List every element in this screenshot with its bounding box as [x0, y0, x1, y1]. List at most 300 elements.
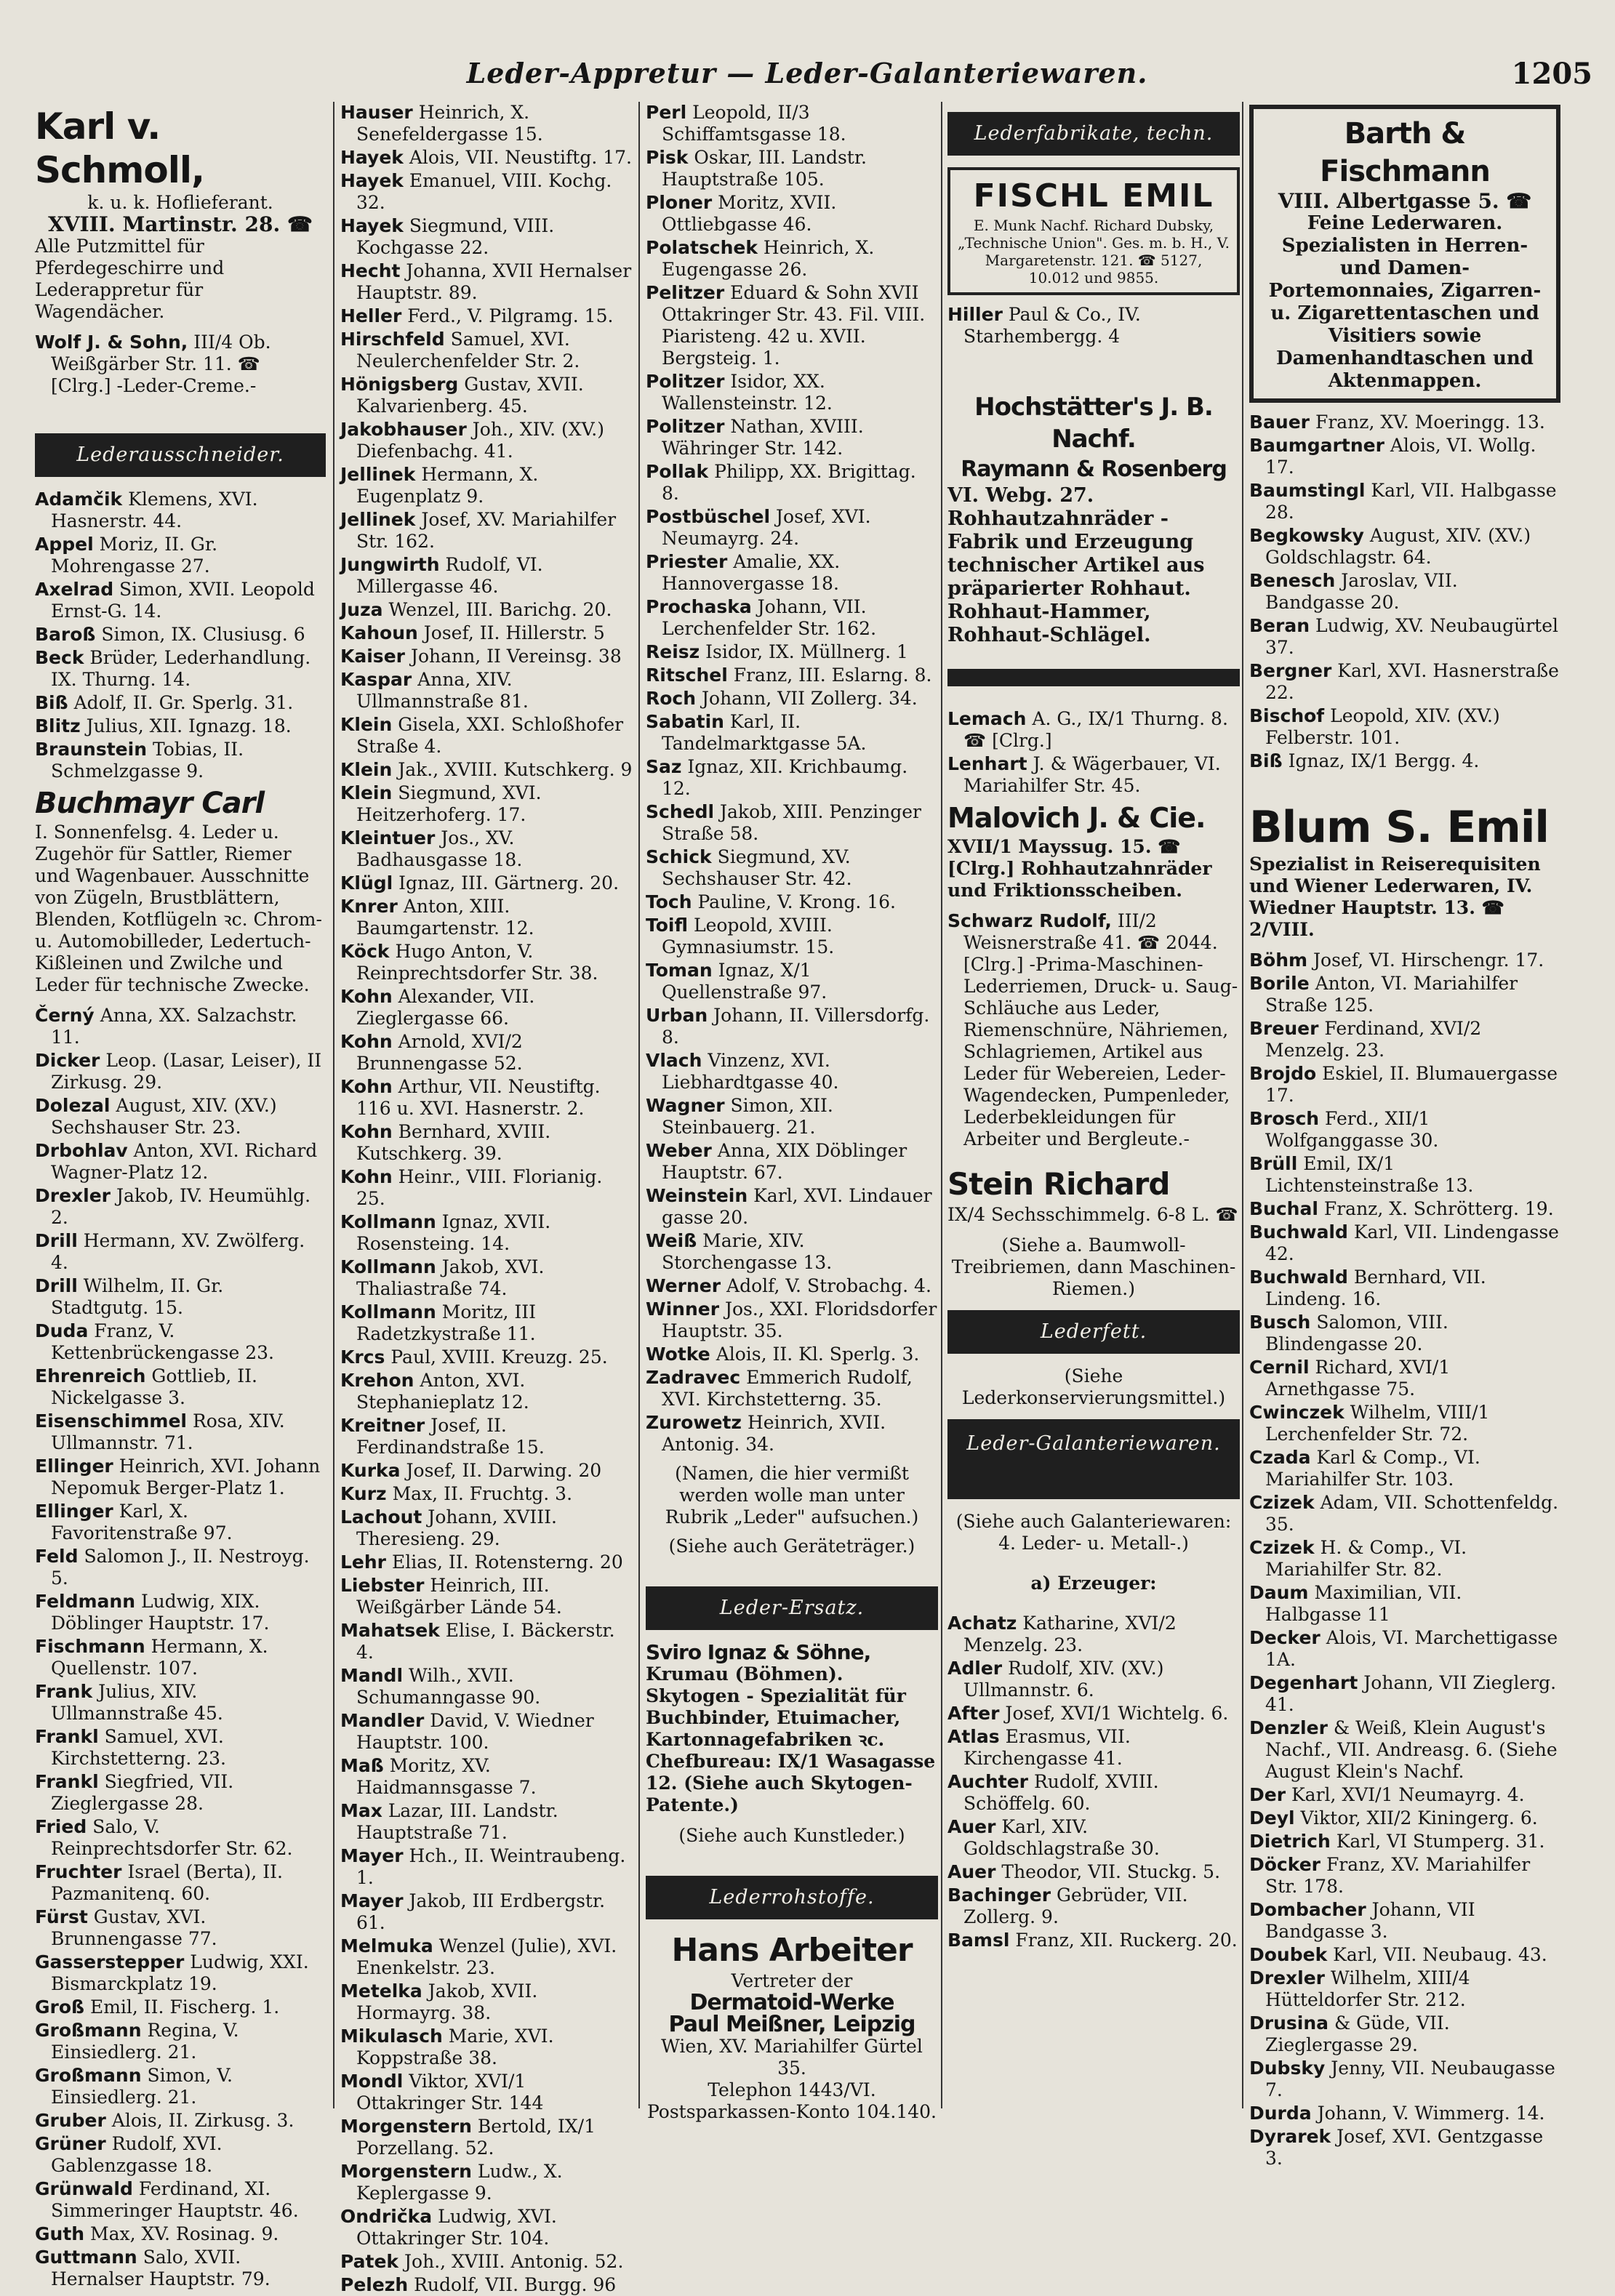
entry-name: Polatschek [646, 237, 758, 258]
entry-text: Paul & Co., IV. Starhembergg. 4 [963, 304, 1141, 347]
entry-name: Grünwald [35, 2178, 133, 2199]
list-item [1249, 1717, 1560, 1783]
entry-name: Auer [947, 1816, 996, 1837]
list-item [340, 305, 633, 327]
entry-text: A. G., IX/1 Thurng. 8. ☎ [Clrg.] [963, 708, 1228, 751]
list-item [1249, 1831, 1560, 1853]
list-item [1249, 1063, 1560, 1107]
entry-text: Karl, X. Favoritenstraße 97. [51, 1501, 233, 1544]
list-item [35, 2065, 326, 2108]
entry-name: Vlach [646, 1050, 702, 1071]
entry-name: Baumstingl [1249, 480, 1366, 501]
ad-line: k. u. k. Hoflieferant. [87, 192, 273, 213]
entry-text: Ferdinand, XVI/2 Menzelg. 23. [1265, 1018, 1482, 1061]
entry-text: Jaroslav, VII. Bandgasse 20. [1265, 570, 1458, 613]
list-item [340, 2026, 633, 2069]
entry-name: Maß [340, 1755, 384, 1776]
entry-name: Ellinger [35, 1501, 113, 1522]
list-item [35, 1230, 326, 1274]
list-item [646, 1095, 938, 1139]
ad-barth [1249, 105, 1560, 403]
list-item [1249, 1447, 1560, 1490]
list-item [35, 1050, 326, 1093]
entry-text: Johann, XVIII. Theresieng. 29. [356, 1506, 557, 1549]
entry-name: Pollak [646, 461, 709, 482]
list-item [35, 692, 326, 714]
section-banner: Lederausschneider. [35, 433, 326, 477]
entry-text: Karl, VI Stumperg. 31. [1336, 1831, 1545, 1852]
entry-name: Winner [646, 1298, 720, 1320]
entry-text: Klemens, XVI. Hasnerstr. 44. [51, 489, 258, 531]
list-item [340, 2116, 633, 2159]
list-item [646, 237, 938, 281]
entry-name: Kollmann [340, 1211, 436, 1232]
entry-name: Blitz [35, 715, 81, 736]
ad-name: Karl v. Schmoll, [35, 105, 204, 191]
list-item [947, 1726, 1240, 1770]
list-item [340, 2251, 633, 2273]
entry-text: Gustav, XVI. Brunnengasse 77. [51, 1906, 217, 1949]
entry-text: Wenzel (Julie), XVI. Enenkelstr. 23. [356, 1935, 617, 1978]
list-item [646, 371, 938, 414]
list-item [1249, 2126, 1560, 2169]
list-item [35, 1456, 326, 1499]
ad-text: IX/4 Sechsschimmelg. 6-8 L. ☎ [947, 1204, 1238, 1225]
list-item [340, 329, 633, 372]
list-item [1249, 412, 1560, 433]
entry-text: Karl, XVI. Lindauer gasse 20. [662, 1185, 932, 1228]
entry-name: Bamsl [947, 1930, 1010, 1951]
entry-text: Max, II. Fruchtg. 3. [392, 1483, 573, 1504]
entry-text: Rudolf, VI. Millergasse 46. [356, 554, 543, 597]
entry-text: Josef, VI. Hirschengr. 17. [1313, 950, 1544, 971]
list-item [340, 1980, 633, 2024]
list-item [340, 622, 633, 644]
list-item [35, 1906, 326, 1950]
list-item [646, 551, 938, 595]
entry-text: Theodor, VII. Stuckg. 5. [1001, 1861, 1221, 1882]
entry-name: Patek [340, 2251, 399, 2272]
list-item [340, 1415, 633, 1458]
entry-name: Kahoun [340, 622, 418, 643]
entry-text: Johann, VII Zollerg. 34. [702, 688, 918, 709]
entry-list [947, 708, 1240, 797]
entry-text: Franz, V. Kettenbrückengasse 23. [51, 1320, 274, 1363]
list-item [35, 2133, 326, 2177]
entry-text: Rudolf, XVIII. Schöffelg. 60. [963, 1771, 1159, 1814]
entry-name: Pisk [646, 147, 689, 168]
entry-name: Dubsky [1249, 2058, 1326, 2079]
entry-name: Werner [646, 1275, 721, 1296]
entry-name: Melmuka [340, 1935, 433, 1956]
entry-text: Anton, XIII. Baumgartenstr. 12. [356, 896, 534, 939]
entry-text: Hugo Anton, V. Reinprechtsdorfer Str. 38. [356, 941, 598, 984]
list-item [340, 1890, 633, 1934]
entry-name: Deyl [1249, 1807, 1295, 1829]
entry-text: Eduard & Sohn XVII Ottakringer Str. 43. Fil. VIII. Piaristeng. 42 u. XVII. Bergsteig. 1. [662, 282, 926, 369]
entry-text: Julius, XIV. Ullmannstraße 45. [51, 1681, 223, 1724]
entry-text: Emanuel, VIII. Kochg. 32. [356, 170, 612, 213]
entry-name: Pelitzer [646, 282, 725, 303]
entry-text: Leopold, II/3 Schiffamtsgasse 18. [662, 102, 846, 145]
list-item [1249, 1402, 1560, 1445]
list-item [340, 509, 633, 553]
list-item [1249, 1784, 1560, 1806]
entry-text: Alois, II. Kl. Sperlg. 3. [716, 1344, 920, 1365]
entry-text: Franz, III. Eslarng. 8. [733, 665, 932, 686]
entry-text: Siegfried, VII. Zieglergasse 28. [51, 1771, 234, 1814]
entry-name: Toifl [646, 915, 689, 936]
entry-text: Franz, XII. Ruckerg. 20. [1015, 1930, 1238, 1951]
entry-name: Dolezal [35, 1095, 111, 1116]
entry-name: Großmann [35, 2020, 142, 2041]
entry-text: Moriz, II. Gr. Mohrengasse 27. [51, 534, 218, 577]
entry-name: Duda [35, 1320, 89, 1341]
entry-name: Prochaska [646, 596, 752, 617]
section-banner: Lederfabrikate, techn. [947, 112, 1240, 156]
entry-text: Adam, VII. Schottenfeldg. 35. [1265, 1492, 1559, 1535]
list-item [340, 1552, 633, 1573]
list-item [35, 624, 326, 646]
list-item [1249, 1537, 1560, 1581]
entry-text: Elias, II. Rotensterng. 20 [391, 1552, 623, 1573]
entry-name: Krcs [340, 1346, 385, 1368]
entry-text: Wilhelm, XIII/4 Hütteldorfer Str. 212. [1265, 1967, 1470, 2010]
entry-name: Weber [646, 1140, 712, 1161]
list-item [340, 896, 633, 939]
entry-name: Braunstein [35, 739, 148, 760]
list-item [340, 1166, 633, 1210]
list-item [947, 1816, 1240, 1860]
section-banner: Leder-Ersatz. [646, 1586, 938, 1630]
entry-text: Jakob, III Erdbergstr. 61. [356, 1890, 606, 1933]
entry-text: Johann, V. Wimmerg. 14. [1317, 2103, 1545, 2124]
entry-text: Johanna, XVII Hernalser Hauptstr. 89. [356, 260, 632, 303]
entry-name: Döcker [1249, 1854, 1321, 1875]
ad-name: Malovich J. & Cie. [947, 802, 1206, 834]
list-item [340, 170, 633, 214]
entry-name: Wotke [646, 1344, 710, 1365]
entry-name: Drexler [1249, 1967, 1326, 1988]
column-1 [35, 102, 326, 2289]
entry-name: Großmann [35, 2065, 142, 2086]
entry-text: Rudolf, VII. Burgg. 96 [414, 2274, 617, 2295]
entry-name: Klein [340, 782, 393, 803]
column-5 [1249, 102, 1560, 2169]
entry-text: Ludwig, XVI. Ottakringer Str. 104. [356, 2206, 557, 2249]
entry-text: Johann, II. Villersdorfg. 8. [662, 1005, 930, 1048]
entry-text: III/4 Ob. Weißgärber Str. 11. ☎ [Clrg.] -Leder-Creme.- [51, 332, 271, 396]
entry-text: Richard, XVI/1 Arnethgasse 75. [1265, 1357, 1451, 1400]
entry-text: Isidor, IX. Müllnerg. 1 [705, 641, 908, 662]
list-item [1249, 525, 1560, 569]
list-item [947, 1658, 1240, 1701]
list-item [340, 986, 633, 1029]
entry-text: Karl, VII. Lindengasse 42. [1265, 1221, 1559, 1264]
entry-name: Feld [35, 1546, 79, 1567]
list-item [1249, 1018, 1560, 1061]
entry-name: Knrer [340, 896, 398, 917]
entry-text: Elise, I. Bäckerstr. 4. [356, 1620, 615, 1663]
entry-list [947, 1613, 1240, 1951]
column-3 [646, 102, 938, 2122]
entry-text: Bernhard, XVIII. Kutschkerg. 39. [356, 1121, 551, 1164]
entry-name: Heller [340, 305, 402, 326]
ad-name: Sviro Ignaz & Söhne, [646, 1640, 871, 1664]
entry-name: Bischof [1249, 705, 1325, 726]
entry-text: Leop. (Lasar, Leiser), II Zirkusg. 29. [51, 1050, 322, 1093]
entry-text: Heinr., VIII. Florianig. 25. [356, 1166, 603, 1209]
ad-name: Hans Arbeiter [671, 1932, 913, 1969]
entry-name: Grüner [35, 2133, 106, 2154]
ad-line: XVIII. Martinstr. 28. ☎ [48, 212, 313, 236]
list-item [646, 756, 938, 800]
entry-text: Heinrich, X. Eugengasse 26. [662, 237, 875, 280]
list-item [1249, 615, 1560, 659]
entry-name: Drexler [35, 1185, 111, 1206]
entry-text: Bernhard, VII. Lindeng. 16. [1265, 1267, 1486, 1309]
list-item [646, 960, 938, 1003]
entry-text: Siegmund, VIII. Kochgasse 22. [356, 215, 555, 258]
list-item [340, 419, 633, 462]
entry-text: Anton, XVI. Stephanieplatz 12. [356, 1370, 529, 1413]
list-item [646, 1344, 938, 1365]
entry-list [340, 102, 633, 2296]
entry-text: Oskar, III. Landstr. Hauptstraße 105. [662, 147, 867, 190]
entry-text: Ferdinand, XI. Simmeringer Hauptstr. 46. [51, 2178, 299, 2221]
entry-text: Karl, VII. Halbgasse 28. [1265, 480, 1557, 523]
note: (Siehe Lederkonservierungsmittel.) [961, 1365, 1226, 1408]
divider-bar [947, 669, 1240, 686]
entry-text: Vinzenz, XVI. Liebhardtgasse 40. [662, 1050, 839, 1093]
list-item [1249, 1198, 1560, 1220]
list-item [340, 872, 633, 894]
list-item [35, 1365, 326, 1409]
entry-name: Hiller [947, 304, 1003, 325]
entry-text: Isidor, XX. Wallensteinstr. 12. [662, 371, 833, 414]
entry-text: Gebrüder, VII. Zollerg. 9. [963, 1884, 1188, 1927]
entry-text: Max, XV. Rosinag. 9. [90, 2223, 279, 2244]
list-item [947, 1861, 1240, 1883]
entry-name: Politzer [646, 416, 725, 437]
entry-name: Jellinek [340, 464, 416, 485]
entry-text: Johann, VII. Lerchenfelder Str. 162. [662, 596, 877, 639]
entry-name: Wolf J. & Sohn, [35, 332, 188, 353]
ad-hochstaetter [947, 391, 1240, 647]
entry-name: Bachinger [947, 1884, 1051, 1906]
list-item [340, 941, 633, 984]
entry-text: Karl, XIV. Goldschlagstraße 30. [963, 1816, 1160, 1859]
ad-name: FISCHL EMIL [973, 177, 1214, 214]
list-item [35, 2223, 326, 2245]
note: (Siehe a. Baumwoll-Treibriemen, dann Maschinen-Riemen.) [951, 1235, 1236, 1299]
list-item [1249, 1582, 1560, 1626]
list-item [340, 1620, 633, 1663]
list-item [646, 192, 938, 236]
entry-name: Doubek [1249, 1944, 1328, 1965]
entry-name: Morgenstern [340, 2161, 472, 2182]
list-item [35, 2178, 326, 2222]
section-banner: Leder-Galanteriewaren. [947, 1419, 1240, 1499]
entry-name: Adamčik [35, 489, 123, 510]
entry-name: Lachout [340, 1506, 422, 1528]
list-item [646, 1298, 938, 1342]
entry-text: Arthur, VII. Neustiftg. 116 u. XVI. Hasnerstr. 2. [356, 1076, 601, 1119]
entry-name: Beck [35, 647, 84, 668]
ad-line: Telephon 1443/VI. [708, 2079, 876, 2100]
entry-text: Salomon, VIII. Blindengasse 20. [1265, 1312, 1448, 1354]
list-item [35, 647, 326, 691]
entry-text: & Güde, VII. Zieglergasse 29. [1265, 2012, 1450, 2055]
entry-list [1249, 412, 1560, 772]
entry-name: Mandler [340, 1710, 425, 1731]
entry-name: Metelka [340, 1980, 422, 2002]
list-item [340, 1800, 633, 1844]
entry-name: Hirschfeld [340, 329, 445, 350]
list-item [1249, 1627, 1560, 1671]
entry-name: Kollmann [340, 1256, 436, 1277]
list-item [1249, 950, 1560, 971]
list-item [35, 1591, 326, 1634]
entry-text: Moritz, XV. Haidmannsgasse 7. [356, 1755, 537, 1798]
list-item [1249, 2012, 1560, 2056]
ad-subtitle: Raymann & Rosenberg [961, 457, 1227, 482]
ad-text: XVII/1 Mayssug. 15. ☎ [Clrg.] Rohhautzahnräder und Friktionsscheiben. [947, 836, 1212, 901]
note: (Siehe auch Galanteriewaren: 4. Leder- u. Metall-.) [955, 1511, 1232, 1554]
entry-name: Dietrich [1249, 1831, 1331, 1852]
list-item [1249, 2058, 1560, 2101]
list-item [646, 461, 938, 505]
entry-name: Kohn [340, 1121, 393, 1142]
entry-name: Guttmann [35, 2247, 137, 2268]
running-title: Leder-Appretur — Leder-Galanteriewaren. [466, 57, 1148, 89]
list-item [646, 1367, 938, 1410]
list-item [646, 1005, 938, 1048]
entry-text: Alois, VI. Marchettigasse 1A. [1265, 1627, 1558, 1670]
list-item [340, 782, 633, 826]
entry-name: Benesch [1249, 570, 1336, 591]
entry-list [35, 489, 326, 782]
ad-line: Wien, XV. Mariahilfer Gürtel 35. [661, 2036, 923, 2079]
entry-text: Viktor, XII/2 Kiningerg. 6. [1300, 1807, 1538, 1829]
entry-name: Bergner [1249, 660, 1332, 681]
entry-name: Buchal [1249, 1198, 1318, 1219]
entry-name: Brosch [1249, 1108, 1320, 1129]
entry-name: Liebster [340, 1575, 425, 1596]
ad-text: Alle Putzmittel für Pferdegeschirre und Lederappretur für Wagendächer. [35, 236, 225, 322]
entry-text: Ludwig, XV. Neubaugürtel 37. [1265, 615, 1559, 658]
entry-name: Kleintuer [340, 827, 436, 848]
entry-text: Heinrich, III. Weißgärber Lände 54. [356, 1575, 562, 1618]
list-item [1249, 1312, 1560, 1355]
entry-name: Biß [1249, 750, 1283, 771]
entry-text: Josef, XVI/1 Wichtelg. 6. [1005, 1703, 1229, 1724]
entry-name: Dyrarek [1249, 2126, 1331, 2147]
entry-text: Bertold, IX/1 Porzellang. 52. [356, 2116, 596, 2159]
list-item [947, 753, 1240, 797]
entry-text: Jos., XXI. Floridsdorfer Hauptstr. 35. [662, 1298, 937, 1341]
entry-text: Jakob, IV. Heumühlg. 2. [51, 1185, 311, 1228]
entry-name: Groß [35, 1996, 85, 2018]
list-item [35, 1681, 326, 1725]
ad-text: Spezialist in Reiserequisiten und Wiener Lederwaren, IV. Wiedner Hauptstr. 13. ☎ 2/VIII. [1249, 854, 1541, 940]
ad-line: Dermatoid-Werke [689, 1990, 894, 2015]
list-item [35, 1861, 326, 1905]
entry-text: Leopold, XIV. (XV.) Felberstr. 101. [1265, 705, 1500, 748]
entry-name: Schedl [646, 801, 715, 822]
column-rule [1242, 102, 1243, 2108]
list-item [35, 1005, 326, 1048]
list-item [340, 554, 633, 598]
entry-text: Salo, V. Reinprechtsdorfer Str. 62. [51, 1816, 293, 1859]
entry-name: Gruber [35, 2110, 106, 2131]
entry-name: Mikulasch [340, 2026, 443, 2047]
entry-name: Brüll [1249, 1153, 1298, 1174]
entry-name: Saz [646, 756, 682, 777]
entry-name: Krehon [340, 1370, 414, 1391]
entry-name: Kohn [340, 1166, 393, 1187]
list-item [646, 1230, 938, 1274]
entry-text: Johann, VII Bandgasse 3. [1265, 1899, 1475, 1942]
section-banner: Lederfett. [947, 1310, 1240, 1354]
list-item [646, 1140, 938, 1184]
list-item [340, 1211, 633, 1255]
list-item [646, 891, 938, 913]
list-item [340, 1665, 633, 1709]
entry-text: Jakob, XVII. Hormayrg. 38. [356, 1980, 538, 2023]
list-item [340, 1031, 633, 1075]
ad-malovich [947, 800, 1240, 902]
entry-text: Marie, XIV. Storchengasse 13. [662, 1230, 833, 1273]
list-item [35, 1771, 326, 1815]
entry-name: Ritschel [646, 665, 728, 686]
entry-text: Viktor, XVI/1 Ottakringer Str. 144 [356, 2071, 544, 2114]
list-item [947, 1884, 1240, 1928]
list-item [1249, 1108, 1560, 1152]
entry-text: Moritz, III Radetzkystraße 11. [356, 1301, 537, 1344]
entry-name: Mayer [340, 1845, 404, 1866]
entry-text: J. & Wägerbauer, VI. Mariahilfer Str. 45. [963, 753, 1221, 796]
list-item [340, 1346, 633, 1368]
entry-name: Mandl [340, 1665, 404, 1686]
entry-text: III/2 Weisnerstraße 41. ☎ 2044. [Clrg.] -Prima-Maschinen-Lederriemen, Druck- u. Saug-Schläuche aus Leder, Riemenschnüre, Nähriemen, Schlagriemen, Artikel aus Leder für Webereien, Leder-Wagendecken, Pumpenleder, Lederbekleidungen für Arbeiter und Bergleute.- [963, 910, 1238, 1149]
list-item [35, 1140, 326, 1184]
entry-name: Daum [1249, 1582, 1309, 1603]
note: (Siehe auch Geräteträger.) [668, 1536, 915, 1557]
list-item [646, 416, 938, 459]
entry-text: Samuel, XVI. Neulerchenfelder Str. 2. [356, 329, 580, 372]
entry-name: Mayer [340, 1890, 404, 1911]
entry-name: Klein [340, 759, 393, 780]
ad-arbeiter [646, 1931, 938, 2123]
list-item [340, 646, 633, 667]
list-item [646, 282, 938, 369]
entry-name: Böhm [1249, 950, 1308, 971]
entry-text: Heinrich, XVII. Antonig. 34. [662, 1412, 886, 1455]
entry-text: Brüder, Lederhandlung. IX. Thurng. 14. [51, 647, 311, 690]
list-item [340, 1506, 633, 1550]
entry-name: Baroß [35, 624, 96, 645]
entry-name: Schwarz Rudolf, [947, 910, 1112, 931]
entry-text: Gottlieb, II. Nickelgasse 3. [51, 1365, 257, 1408]
list-item [340, 1076, 633, 1120]
entry-name: Toch [646, 891, 692, 912]
list-item [340, 759, 633, 781]
entry-name: Czizek [1249, 1537, 1315, 1558]
entry-name: Degenhart [1249, 1672, 1358, 1693]
entry-name: Brojdo [1249, 1063, 1317, 1084]
entry-name: Lenhart [947, 753, 1027, 774]
